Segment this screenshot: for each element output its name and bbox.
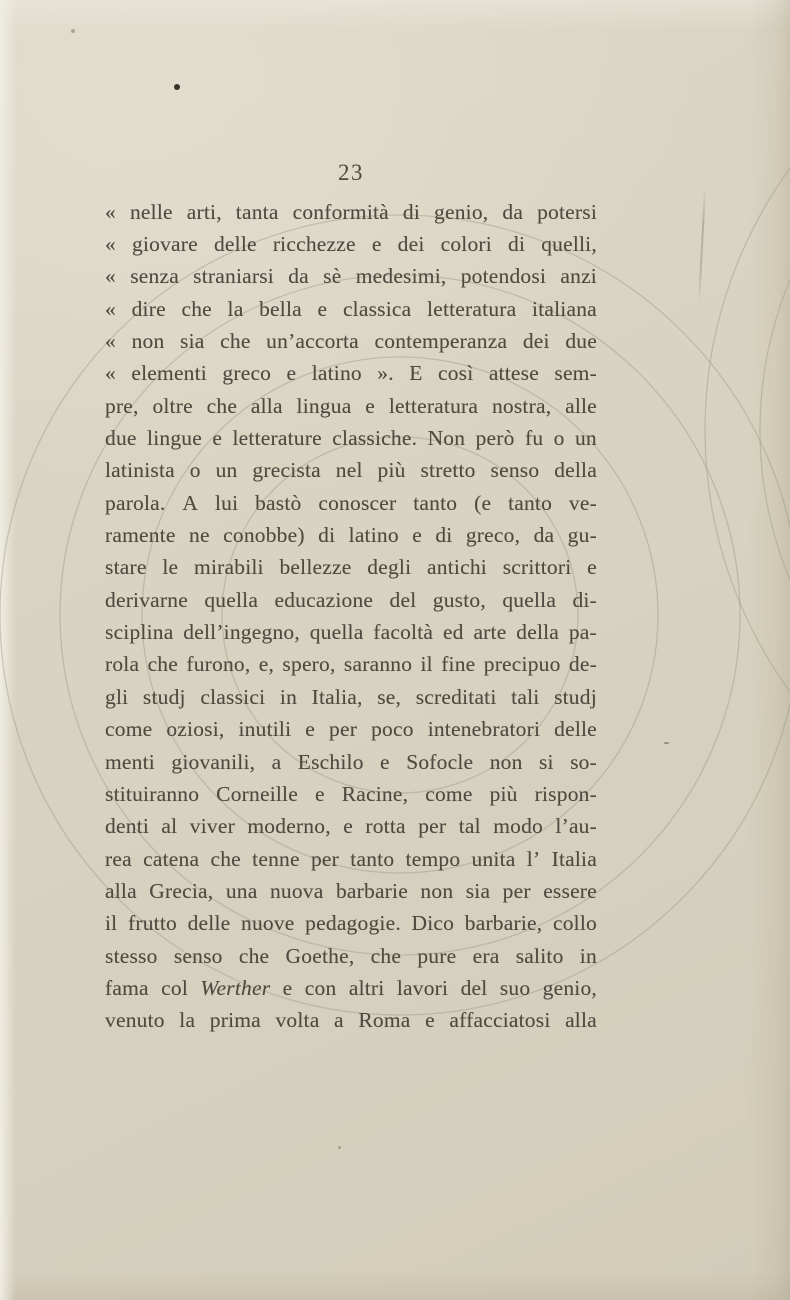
- word: genio,: [434, 199, 489, 224]
- word: alla: [250, 393, 283, 418]
- word: delle: [213, 232, 257, 257]
- word: così: [437, 361, 474, 386]
- word: fama: [105, 975, 149, 1000]
- word: Non: [427, 426, 466, 451]
- word: moderno,: [247, 814, 331, 839]
- word: nel: [335, 458, 363, 483]
- word: «: [105, 199, 116, 224]
- text-line: [105, 843, 597, 875]
- word: un’accorta: [266, 329, 359, 354]
- word: e: [305, 717, 316, 742]
- word: a: [334, 1008, 344, 1033]
- word: latinista: [105, 458, 175, 483]
- word: giovare: [132, 232, 198, 257]
- word: A: [182, 490, 199, 515]
- word: Corneille: [216, 781, 298, 806]
- word: un: [215, 458, 238, 483]
- word: bella: [259, 296, 302, 321]
- text-line: [105, 455, 597, 487]
- word: da: [288, 264, 309, 289]
- word: elementi: [131, 361, 207, 386]
- text-line: [105, 714, 597, 746]
- word: e: [365, 393, 376, 418]
- word: dire: [131, 296, 166, 321]
- text-line: [105, 293, 597, 325]
- word: stretto: [420, 458, 476, 483]
- word: senso: [173, 943, 223, 968]
- word: in: [579, 943, 597, 968]
- word: E: [409, 361, 423, 386]
- word: e: [425, 1008, 435, 1033]
- word: salito: [515, 943, 564, 968]
- word: e: [314, 781, 325, 806]
- word: latino: [348, 523, 399, 548]
- word: denti: [105, 814, 149, 839]
- word: un: [574, 426, 597, 451]
- word: sciplina: [105, 620, 174, 645]
- word: l’: [526, 846, 541, 871]
- text-line: [105, 940, 597, 972]
- text-line: [105, 261, 597, 293]
- word: colori: [440, 232, 492, 257]
- word: menti: [105, 749, 155, 774]
- word: greco: [222, 361, 272, 386]
- word: lui: [214, 490, 239, 515]
- text-line: [105, 778, 597, 810]
- word: lingue: [147, 426, 202, 451]
- word: di: [402, 199, 421, 224]
- text-line: [105, 1005, 597, 1037]
- word: delle: [187, 911, 231, 936]
- word: medesimi,: [355, 264, 447, 289]
- word: pre,: [105, 393, 139, 418]
- text-line: [105, 390, 597, 422]
- word: affacciatosi: [449, 1008, 551, 1033]
- word: Italia: [551, 846, 597, 871]
- text-line: [105, 811, 597, 843]
- word: da: [533, 523, 555, 548]
- text-line: [105, 487, 597, 519]
- word: screditati: [415, 684, 497, 709]
- word: ve-: [568, 490, 597, 515]
- word: una: [225, 878, 258, 903]
- word: classica: [342, 296, 412, 321]
- word: alla: [105, 878, 137, 903]
- word: saranno: [343, 652, 413, 677]
- word: tali: [511, 684, 540, 709]
- word: frutto: [127, 911, 177, 936]
- word: che: [206, 393, 238, 418]
- word: antichi: [427, 555, 487, 580]
- word: nostra,: [491, 393, 552, 418]
- word: pure: [417, 943, 457, 968]
- word: so-: [570, 749, 597, 774]
- page-number: 23: [338, 160, 364, 185]
- text-line: [105, 972, 597, 1004]
- word: rea: [105, 846, 132, 871]
- word: sem-: [554, 361, 597, 386]
- word: nuove: [241, 911, 295, 936]
- word: e: [343, 814, 353, 839]
- word: degli: [367, 555, 412, 580]
- word: del: [389, 587, 417, 612]
- word: Italia,: [311, 684, 363, 709]
- word: classici: [200, 684, 266, 709]
- word: sia: [180, 329, 205, 354]
- word: più: [377, 458, 406, 483]
- word: non: [420, 878, 454, 903]
- word: spero,: [282, 652, 336, 677]
- word: senso: [490, 458, 540, 483]
- word: precipuo: [483, 652, 561, 677]
- word: a: [271, 749, 282, 774]
- word: pedagogie.: [305, 911, 401, 936]
- word: due: [565, 329, 597, 354]
- word: classiche.: [332, 426, 418, 451]
- word: inutili: [238, 717, 292, 742]
- word: delle: [554, 717, 597, 742]
- word: Sofocle: [406, 749, 474, 774]
- word: sè: [323, 264, 342, 289]
- word: con: [304, 975, 337, 1000]
- word: era: [472, 943, 500, 968]
- word: Dico: [411, 911, 455, 936]
- word: Roma: [358, 1008, 411, 1033]
- word: «: [105, 232, 116, 257]
- word: gusto,: [432, 587, 486, 612]
- word: ».: [377, 361, 394, 386]
- word: «: [105, 361, 116, 386]
- word: più: [489, 781, 518, 806]
- word: che: [238, 943, 270, 968]
- word: intenebratori: [427, 717, 541, 742]
- word: la: [227, 296, 244, 321]
- word: anzi: [560, 264, 597, 289]
- word: della: [516, 620, 560, 645]
- word: potendosi: [460, 264, 547, 289]
- word: di: [318, 523, 336, 548]
- text-line: [105, 875, 597, 907]
- word: alla: [565, 1008, 597, 1033]
- word: letterature: [232, 426, 322, 451]
- word: letteratura: [388, 393, 479, 418]
- word: quella: [309, 620, 364, 645]
- word: però: [475, 426, 515, 451]
- word: per: [310, 846, 340, 871]
- word: dei: [522, 329, 550, 354]
- word: quella: [204, 587, 259, 612]
- word: suo: [499, 975, 531, 1000]
- word: Racine,: [341, 781, 409, 806]
- word: giovanili,: [171, 749, 256, 774]
- word: lavori: [396, 975, 449, 1000]
- word: barbarie,: [464, 911, 543, 936]
- word: facoltà: [373, 620, 434, 645]
- word: altri: [348, 975, 385, 1000]
- word: latino: [311, 361, 362, 386]
- word: conobbe): [223, 523, 305, 548]
- word: mirabili: [194, 555, 264, 580]
- word: italiana: [532, 296, 597, 321]
- word: derivarne: [105, 587, 188, 612]
- word: alle: [565, 393, 597, 418]
- word: senza: [130, 264, 179, 289]
- word: il: [105, 911, 118, 936]
- word: essere: [543, 878, 597, 903]
- word: conformità: [292, 199, 389, 224]
- text-line: [105, 681, 597, 713]
- word: e: [587, 555, 597, 580]
- word: le: [162, 555, 179, 580]
- paper-speck: [664, 742, 669, 744]
- word: bellezze: [279, 555, 352, 580]
- word: stare: [105, 555, 147, 580]
- word: ed: [442, 620, 464, 645]
- text-line: [105, 228, 597, 260]
- text-line: [105, 616, 597, 648]
- word: barbarie: [335, 878, 408, 903]
- word: tenne: [252, 846, 300, 871]
- text-line: [105, 552, 597, 584]
- word: rotta: [365, 814, 406, 839]
- word: stesso: [105, 943, 158, 968]
- word: tal: [458, 814, 481, 839]
- word: che: [220, 329, 251, 354]
- word: si: [538, 749, 554, 774]
- word: tanto: [508, 490, 553, 515]
- word: o: [553, 426, 565, 451]
- word: il: [420, 652, 433, 677]
- word: di: [508, 232, 526, 257]
- word: tanto: [413, 490, 458, 515]
- word: per: [502, 878, 531, 903]
- word: greco,: [465, 523, 521, 548]
- word: l’au-: [555, 814, 597, 839]
- word: contemperanza: [374, 329, 508, 354]
- word: di: [435, 523, 453, 548]
- word: viver: [189, 814, 235, 839]
- word: che: [147, 652, 178, 677]
- word: arte: [473, 620, 507, 645]
- word: col: [161, 975, 189, 1000]
- word: tanta: [235, 199, 279, 224]
- text-block: [105, 196, 597, 1037]
- word: de-: [568, 652, 597, 677]
- word: grecista: [252, 458, 321, 483]
- word: che: [370, 943, 402, 968]
- word: stituiranno: [105, 781, 200, 806]
- word: catena: [143, 846, 200, 871]
- word: e: [412, 523, 422, 548]
- text-line: [105, 196, 597, 228]
- word: potersi: [537, 199, 597, 224]
- word: e: [317, 296, 328, 321]
- word: gu-: [567, 523, 597, 548]
- word: bastò: [255, 490, 302, 515]
- word: conoscer: [318, 490, 397, 515]
- word: fu: [524, 426, 544, 451]
- paper-speck: [338, 1146, 341, 1149]
- word: due: [105, 426, 137, 451]
- word: attese: [488, 361, 539, 386]
- word: lingua: [296, 393, 352, 418]
- text-line: [105, 519, 597, 551]
- word: «: [105, 329, 116, 354]
- word: Eschilo: [297, 749, 364, 774]
- word: e: [282, 975, 293, 1000]
- word: genio,: [542, 975, 597, 1000]
- word: arti,: [186, 199, 222, 224]
- word: e,: [258, 652, 275, 677]
- word: e: [371, 232, 382, 257]
- word: di-: [572, 587, 597, 612]
- word: dei: [397, 232, 425, 257]
- word: e: [286, 361, 297, 386]
- word: e: [380, 749, 390, 774]
- word: pa-: [568, 620, 597, 645]
- word: ricchezze: [272, 232, 356, 257]
- word: letteratura: [427, 296, 517, 321]
- word: che: [210, 846, 241, 871]
- word: nuova: [269, 878, 324, 903]
- text-line: [105, 746, 597, 778]
- word: quella: [502, 587, 557, 612]
- word: ne: [189, 523, 210, 548]
- word: non: [489, 749, 523, 774]
- word: del: [460, 975, 488, 1000]
- word: «: [105, 264, 116, 289]
- word: prima: [209, 1008, 261, 1033]
- word: se,: [377, 684, 402, 709]
- word: che: [181, 296, 212, 321]
- word: ramente: [105, 523, 176, 548]
- word: come: [425, 781, 473, 806]
- word: fine: [441, 652, 476, 677]
- word: educazione: [274, 587, 374, 612]
- word: scrittori: [502, 555, 572, 580]
- word: modo: [493, 814, 543, 839]
- word: tanto: [350, 846, 395, 871]
- text-line: [105, 325, 597, 357]
- word: tempo: [405, 846, 461, 871]
- word: volta: [275, 1008, 320, 1033]
- word: unita: [471, 846, 516, 871]
- word: e: [212, 426, 223, 451]
- word: dell’ingegno,: [183, 620, 300, 645]
- word: da: [502, 199, 524, 224]
- word: per: [418, 814, 447, 839]
- ink-speck: [174, 84, 180, 90]
- word: non: [131, 329, 165, 354]
- word: la: [179, 1008, 196, 1033]
- word: oltre: [152, 393, 193, 418]
- word: poco: [371, 717, 414, 742]
- word: della: [554, 458, 597, 483]
- word: «: [105, 296, 116, 321]
- word: per: [329, 717, 358, 742]
- text-line: [105, 908, 597, 940]
- word: straniarsi: [193, 264, 274, 289]
- word: oziosi,: [166, 717, 225, 742]
- word: rispon-: [534, 781, 597, 806]
- word: in: [279, 684, 298, 709]
- word: collo: [552, 911, 597, 936]
- word: (e: [474, 490, 492, 515]
- word: rola: [105, 652, 140, 677]
- word: gli: [105, 684, 129, 709]
- word: Goethe,: [285, 943, 355, 968]
- word: studj: [142, 684, 186, 709]
- paper-speck: [71, 29, 75, 33]
- word: come: [105, 717, 153, 742]
- text-line: [105, 422, 597, 454]
- word: parola.: [105, 490, 166, 515]
- text-line: [105, 358, 597, 390]
- word: studj: [554, 684, 597, 709]
- word: nelle: [129, 199, 173, 224]
- word: al: [161, 814, 178, 839]
- text-line: [105, 584, 597, 616]
- text-line: [105, 649, 597, 681]
- italic-word: Werther: [200, 975, 271, 1000]
- word: quelli,: [541, 232, 597, 257]
- word: o: [189, 458, 201, 483]
- word: furono,: [186, 652, 251, 677]
- word: Grecia,: [149, 878, 214, 903]
- word: sia: [465, 878, 491, 903]
- word: venuto: [105, 1008, 165, 1033]
